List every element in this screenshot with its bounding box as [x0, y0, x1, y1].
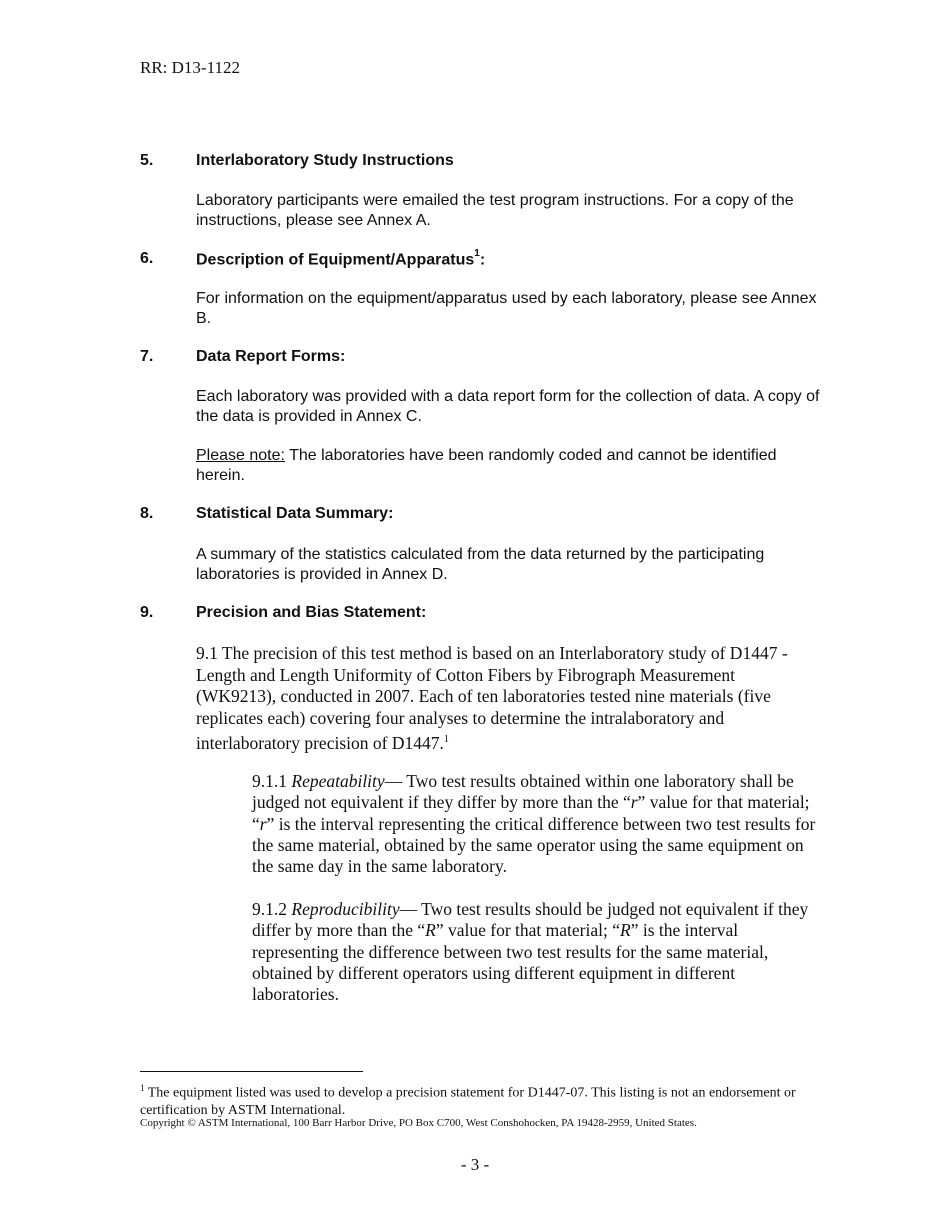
page-number: - 3 - — [460, 1155, 490, 1174]
report-reference: RR: D13-1122 — [140, 58, 240, 77]
repeatability-text-3: ” is the interval representing the critical difference between two test results for the same material, obtained by the same operator using the same equipment on the same day in the same laboratory. — [252, 813, 816, 877]
section-6-number: 6. — [140, 250, 154, 267]
section-7-number: 7. — [140, 348, 154, 365]
footnote-divider — [140, 1071, 363, 1072]
reproducibility-text-3: ” is the interval representing the difference between two test results for the same material, obtained by different operators using different equipment in different laboratories. — [252, 920, 769, 1005]
r-symbol: r — [259, 813, 267, 834]
section-7-title: Data Report Forms: — [196, 348, 346, 365]
section-6-paragraph: For information on the equipment/apparatus used by each laboratory, please see Annex B. — [196, 290, 817, 327]
repeatability-text-1: — Two test results obtained within one laboratory shall be judged not equivalent if they differ by more than the “ — [252, 771, 794, 813]
section-5-paragraph: Laboratory participants were emailed the test program instructions. For a copy of the instructions, please see Annex A. — [196, 192, 794, 229]
section-6-title-text: Description of Equipment/Apparatus — [196, 251, 475, 269]
footnote-ref-1: 1 — [474, 248, 480, 259]
repeatability-number: 9.1.1 — [252, 771, 292, 791]
repeatability-term: Repeatability — [291, 771, 385, 791]
section-9-1-paragraph — [196, 643, 816, 754]
R-symbol: R — [425, 920, 436, 941]
footnote-ref-1b: 1 — [443, 734, 449, 745]
section-6-title — [196, 250, 485, 269]
reproducibility-number: 9.1.2 — [252, 899, 292, 919]
section-8-number: 8. — [140, 505, 154, 522]
r-symbol: r — [630, 792, 638, 813]
section-9-title: Precision and Bias Statement: — [196, 604, 427, 621]
section-8-title: Statistical Data Summary: — [196, 505, 394, 522]
note-text: The laboratories have been randomly coded and cannot be identified herein. — [196, 447, 777, 484]
note-label: Please note: — [196, 447, 285, 464]
reproducibility-term: Reproducibility — [291, 899, 400, 919]
section-5-number: 5. — [140, 152, 154, 169]
section-5-title: Interlaboratory Study Instructions — [196, 152, 454, 169]
repeatability-paragraph — [252, 771, 818, 877]
section-8-paragraph: A summary of the statistics calculated from the data returned by the participating laboratories is provided in Annex D. — [196, 546, 765, 583]
footnote-text: The equipment listed was used to develop a precision statement for D1447-07. This listing is not an endorsement or certification by ASTM International. — [140, 1085, 796, 1118]
section-7-paragraph: Each laboratory was provided with a data report form for the collection of data. A copy of the data is provided in Annex C. — [196, 388, 820, 425]
reproducibility-text-2: ” value for that material; “ — [435, 920, 621, 941]
section-9-number: 9. — [140, 604, 154, 621]
repeatability-text-2: ” value for that material; “ — [252, 792, 810, 834]
section-6-title-colon: : — [479, 251, 486, 269]
section-9-1-text: 9.1 The precision of this test method is based on an Interlaboratory study of D1447 - Length and Length Uniformity of Cotton Fibers by Fibrograph Measurement (WK9213), conducted in 2007. Each of ten laboratories tested nine materials (five replicates each) covering four analyses to determine the intralaboratory and interlaboratory precision of D1447. — [196, 643, 788, 753]
copyright-notice: Copyright © ASTM International, 100 Barr Harbor Drive, PO Box C700, West Conshohocken, PA 19428-2959, United States. — [140, 1117, 697, 1129]
R-symbol: R — [620, 920, 631, 941]
reproducibility-text-1: — Two test results should be judged not equivalent if they differ by more than the “ — [252, 899, 809, 941]
section-7-note — [196, 446, 826, 486]
footnote-mark: 1 — [140, 1083, 145, 1093]
reproducibility-paragraph — [252, 899, 818, 1005]
footnote — [140, 1080, 800, 1119]
